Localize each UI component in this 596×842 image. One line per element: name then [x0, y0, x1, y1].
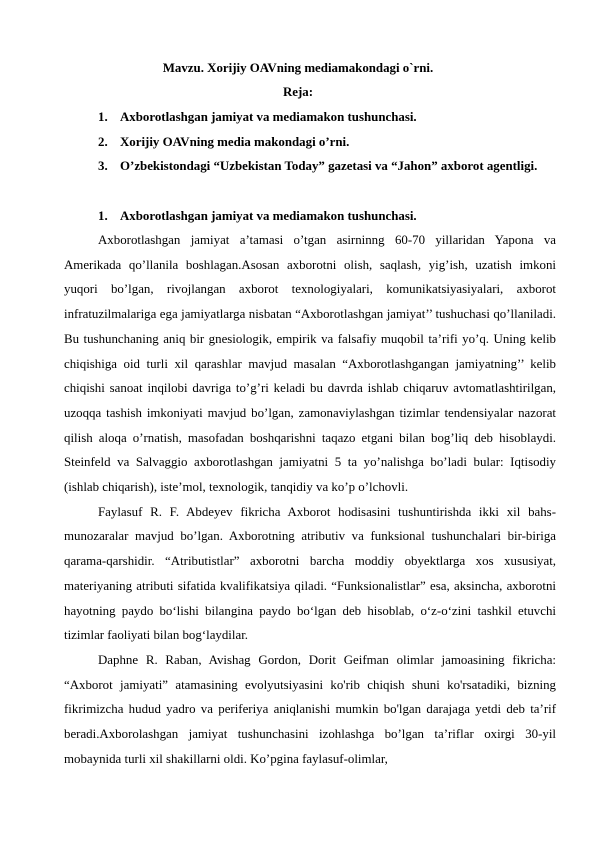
section-heading-number: 1. — [98, 209, 108, 223]
section-heading-text: Axborotlashgan jamiyat va mediamakon tushunchasi. — [120, 209, 417, 223]
plan-item-text: Xorijiy OAVning media makondagi o’rni. — [120, 134, 350, 149]
plan-item-text: O’zbekistondagi “Uzbekistan Today” gazetasi va “Jahon” axborot agentligi. — [120, 159, 538, 174]
paragraph: Faylasuf R. F. Abdeyev fikricha Axborot hodisasini tushuntirishda ikki xil bahs-munozaralar mavjud bo’lgan. Axborotning atributiv va funksional tushunchalari bir-biriga qarama-qarshidir. “Atributistlar” axborotni barcha moddiy obyektlarga xos xususiyat, materiyaning atributi sifatida kvalifikatsiya qiladi. “Funksionalistlar” esa, aksincha, axborotni hayotning paydo bo‘lishi bilangina paydo bo‘lgan deb hisoblab, o‘z-o‘zini tashkil etuvchi tizimlar faoliyati bilan bog‘laydilar. — [64, 504, 556, 643]
document-title: Mavzu. Xorijiy OAVning mediamakondagi o`rni. — [162, 61, 434, 75]
section-heading — [98, 204, 554, 229]
body-text — [64, 228, 556, 771]
paragraph: Daphne R. Raban, Avishag Gordon, Dorit Geifman olimlar jamoasining fikricha: “Axborot jamiyati” atamasining evolyutsiyasini ko'rib chiqish shuni ko'rsatadiki, bizning fikrimizcha hudud yadro va periferiya aniqlanishi mumkin bo'lgan darajaga yetdi deb ta’rif beradi.Axborolashgan jamiyat tushunchasini izohlashga bo’lgan ta’riflar oxirgi 30-yil mobaynida turli xil shakillarni oldi. Ko’pgina faylasuf-olimlar, — [64, 652, 556, 766]
plan-item-number: 2. — [98, 134, 108, 149]
plan-heading: Reja: — [282, 85, 314, 99]
plan-item — [98, 105, 554, 130]
plan-list — [98, 105, 554, 179]
plan-item — [98, 154, 554, 179]
plan-item-text: Axborotlashgan jamiyat va mediamakon tushunchasi. — [120, 110, 417, 124]
plan-item — [98, 130, 554, 155]
paragraph: Axborotlashgan jamiyat a’tamasi o’tgan asirninng 60-70 yillaridan Yapona va Amerikada qo’llanila boshlagan.Asosan axborotni olish, saqlash, yig’ish, uzatish imkoni yuqori bo’lgan, rivojlangan axborot texnologiyalari, komunikatsiyasiyalari, axborot infratuzilmalariga ega jamiyatlarga nisbatan “Axborotlashgan jamiyat’’ tushuchasi qo’llaniladi. Bu tushunchaning aniq bir gnesiologik, empirik va falsafiy muqobil ta’rifi yo’q. Uning kelib chiqishiga oid turli xil qarashlar mavjud masalan “Axborotlashgangan jamiyatning’’ kelib chiqishi sanoat inqilobi davriga to’g’ri keladi bu davrda ishlab chiqaruv avtomatlashtirilgan, uzoqqa tashish imkoniyati mavjud bo’lgan, zamonaviylashgan tizimlar tendensiyalar nazorat qilish aloqa o’rnatish, masofadan boshqarishni taqazo etgani bilan bog’liq deb hisoblaydi. Steinfeld va Salvaggio axborotlashgan jamiyatni 5 ta yo’nalishga bo’ladi bular: Iqtisodiy (ishlab chiqarish), iste’mol, texnologik, tanqidiy va ko’p o’lchovli. — [64, 233, 556, 495]
plan-item-number: 1. — [98, 110, 108, 124]
plan-item-number: 3. — [98, 159, 108, 174]
